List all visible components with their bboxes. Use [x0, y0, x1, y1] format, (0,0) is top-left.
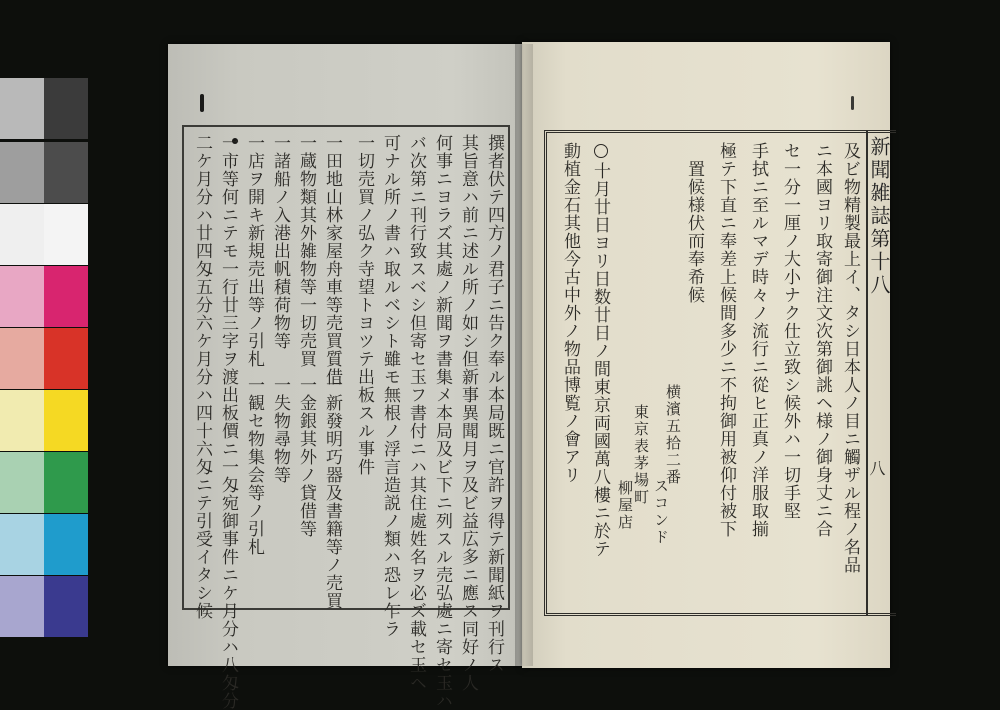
notice-column: 動植金石其他今古中外ノ物品博覧ノ會アリ	[560, 142, 580, 484]
shop-name: 柳屋店	[616, 480, 634, 531]
circle-marker	[594, 144, 608, 158]
item-line: 一観セ物集会等ノ引札	[244, 376, 264, 556]
advertiser-name: スコンド	[652, 478, 670, 546]
patch-magenta	[44, 266, 88, 327]
binding-hole-mark	[200, 94, 204, 112]
color-calibration-strip	[0, 78, 88, 642]
patch-pink-light	[0, 266, 44, 327]
advertiser-address: 横濱五拾二番	[664, 384, 682, 486]
shop-address: 東京表茅場町	[632, 404, 650, 506]
price-line: 一市等何ニテモ一行廿三字ヲ渡出板價ニ一匁宛御事件ニケ月分ハ八匁分	[218, 134, 238, 710]
patch-blue-light	[0, 576, 44, 637]
patch-green	[44, 452, 88, 513]
text-column: 何事ニヨラズ其處ノ新聞ヲ書集メ本局及ビ下ニ列スル売弘處ニ寄セ玉ハ	[432, 134, 452, 710]
text-column: ニ本國ヨリ取寄御注文次第御誂ヘ様ノ御身丈ニ合	[812, 142, 832, 538]
patch-blue	[44, 576, 88, 637]
patch-gray-dark	[44, 78, 88, 139]
item-line: 一店ヲ開キ新規売出等ノ引札	[244, 134, 264, 368]
binding-hole-mark	[851, 96, 854, 110]
item-line: 一新發明巧器及書籍等ノ売買	[322, 376, 342, 610]
text-column: 極テ下直ニ奉差上候間多少ニ不拘御用被仰付被下	[716, 142, 736, 538]
item-line: 一蔵物類其外雑物等一切売買	[296, 134, 316, 368]
patch-salmon-light	[0, 328, 44, 389]
patch-cyan-light	[0, 514, 44, 575]
patch-green-light	[0, 452, 44, 513]
item-line: 一失物尋物等	[270, 376, 290, 484]
patch-gray-mid	[0, 142, 44, 203]
text-column: 及ビ物精製最上イ、タシ日本人ノ目ニ觸ザル程ノ名品	[840, 142, 860, 574]
book-gutter	[515, 44, 533, 666]
patch-gray-darker	[44, 142, 88, 203]
page-number: 八	[867, 460, 886, 476]
notice-column: 十月廿日ヨリ日数廿日ノ間東京両國萬八樓ニ於テ	[590, 162, 610, 558]
patch-red	[44, 328, 88, 389]
patch-gray-light	[0, 78, 44, 139]
patch-yellow-light	[0, 390, 44, 451]
patch-white	[0, 204, 44, 265]
patch-cyan	[44, 514, 88, 575]
patch-yellow	[44, 390, 88, 451]
publication-title: 新聞雑誌第十八	[867, 136, 891, 297]
text-column: 一切売買ノ弘ク寺望トヨツテ出板スル事件	[354, 134, 374, 476]
price-line: 二ケ月分ハ廿四匁五分六ケ月分ハ四十六匁ニテ引受イタシ候	[192, 134, 212, 620]
text-column: 可ナル所ノ書ハ取ルベシト雖モ無根ノ浮言造説ノ類ハ恐レ乍ラ	[380, 134, 400, 638]
patch-white-2	[44, 204, 88, 265]
item-line: 一諸船ノ入港出帆積荷物等	[270, 134, 290, 350]
text-column: バ次第ニ刊行致スベシ但寄セ玉フ書付ニハ其住處姓名ヲ必ズ載セ玉ヘ	[406, 134, 426, 692]
text-column: セ一分一厘ノ大小ナク仕立致シ候外ハ一切手堅	[780, 142, 800, 520]
item-line: 一金銀其外ノ貸借等	[296, 376, 316, 538]
text-column: 置候様伏而奉希候	[684, 160, 704, 304]
item-line: 一田地山林家屋舟車等売買質借	[322, 134, 342, 386]
text-column: 撰者伏テ四方ノ君子ニ告ク奉ル本局既ニ官許ヲ得テ新聞紙ヲ刊行ス	[484, 134, 504, 674]
text-column: 其旨意ハ前ニ述ル所ノ如シ但新事異聞月ヲ及ビ益広多ニ應ス同好ノ人	[458, 134, 478, 692]
text-column: 手拭ニ至ルマデ時々ノ流行ニ從ヒ正真ノ洋服取揃	[748, 142, 768, 538]
